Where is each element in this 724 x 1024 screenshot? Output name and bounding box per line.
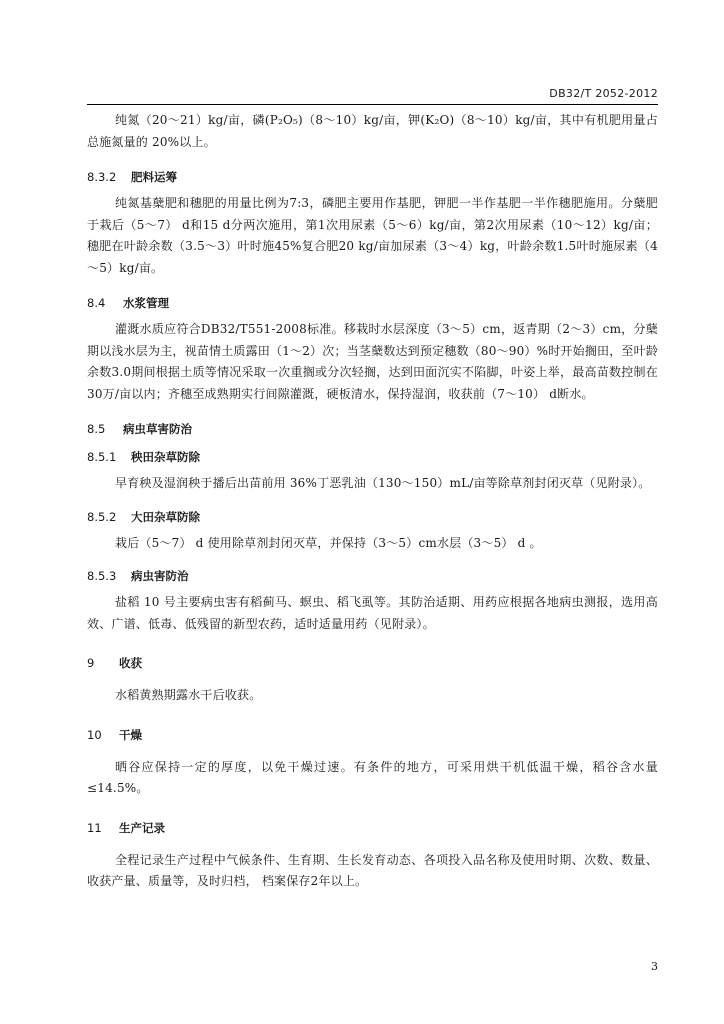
heading-8-5 <box>87 419 658 439</box>
heading-title: 病虫害防治 <box>131 569 189 583</box>
page-number: 3 <box>651 960 658 973</box>
heading-title: 水浆管理 <box>123 296 170 310</box>
heading-8-5-2 <box>87 507 658 527</box>
paragraph-field-weeding: 栽后（5～7） d 使用除草剂封闭灭草，并保持（3～5）cm水层（3～5） d 。 <box>115 535 542 550</box>
heading-number: 8.5.2 <box>87 509 117 524</box>
heading-number: 8.5.3 <box>87 569 117 583</box>
paragraph-production-records: 全程记录生产过程中气候条件、生育期、生长发育动态、各项投入品名称及使用时期、次数、数量、收获产量、质量等，及时归档， 档案保存2年以上。 <box>87 852 658 888</box>
paragraph-harvest: 水稻黄熟期露水干后收获。 <box>115 688 262 702</box>
heading-9 <box>87 653 658 673</box>
heading-8-4 <box>87 293 658 313</box>
document-body <box>87 110 658 893</box>
paragraph-drying: 晒谷应保持一定的厚度，以免干燥过速。有条件的地方，可采用烘干机低温干燥，稻谷含水量≤14.5%。 <box>87 759 658 795</box>
heading-8-5-3 <box>87 566 658 586</box>
heading-10 <box>87 725 658 745</box>
heading-number: 9 <box>87 656 95 670</box>
heading-11 <box>87 818 658 838</box>
paragraph-pest-control: 盐稻 10 号主要病虫害有稻蓟马、螟虫、稻飞虱等。其防治适期、用药应根据各地病虫测报，选用高效、广谱、低毒、低残留的新型农药，适时适量用药（见附录）。 <box>87 595 658 631</box>
heading-title: 生产记录 <box>119 820 166 835</box>
heading-number: 8.5 <box>87 422 106 436</box>
heading-8-5-1 <box>87 447 658 467</box>
heading-title: 大田杂草防除 <box>131 509 201 524</box>
paragraph-fertilizer-schedule: 纯氮基蘖肥和穗肥的用量比例为7:3，磷肥主要用作基肥，钾肥一半作基肥一半作穗肥施用。分蘖肥于栽后（5～7） d和15 d分两次施用，第1次用尿素（5～6）kg/亩，第2次用尿素（10～12）kg/亩；穗肥在叶龄余数（3.5～3）叶时施45%复合肥20 kg/亩加尿素（3～4）kg，叶龄余数1.5叶时施尿素（4～5）kg/亩。 <box>87 196 658 275</box>
heading-number: 8.5.1 <box>87 450 117 464</box>
heading-title: 肥料运筹 <box>131 170 178 184</box>
header-rule <box>87 104 658 105</box>
standard-code: DB32/T 2052-2012 <box>549 87 658 100</box>
heading-title: 收获 <box>119 656 143 670</box>
heading-number: 8.4 <box>87 296 106 310</box>
heading-number: 10 <box>87 727 102 742</box>
heading-number: 11 <box>87 820 102 835</box>
heading-title: 秧田杂草防除 <box>131 450 201 464</box>
heading-8-3-2 <box>87 167 658 187</box>
heading-title: 病虫草害防治 <box>123 422 193 436</box>
paragraph-seedbed-weeding: 早育秧及湿润秧于播后出苗前用 36%丁恶乳油（130～150）mL/亩等除草剂封闭灭草（见附录）。 <box>115 476 651 490</box>
heading-number: 8.3.2 <box>87 170 117 184</box>
paragraph-water-management: 灌溉水质应符合DB32/T551-2008标准。移栽时水层深度（3～5）cm，返青期（2～3）cm，分蘖期以浅水层为主，视苗情土质露田（1～2）次；当茎蘖数达到预定穗数（80～90）%时开始搁田，至叶龄余数3.0期间根据土质等情况采取一次重搁或分次轻搁，达到田面沉实不陷脚，叶姿上举，最高苗数控制在30万/亩以内；齐穗至成熟期实行间隙灌溉，硬板清水，保持湿润，收获前（7～10） d断水。 <box>87 322 659 401</box>
heading-title: 干燥 <box>119 727 143 742</box>
paragraph-fertilizer-amount: 纯氮（20～21）kg/亩，磷(P₂O₅)（8～10）kg/亩，钾(K₂O)（8～10）kg/亩，其中有机肥用量占总施氮量的 20%以上。 <box>87 113 658 149</box>
